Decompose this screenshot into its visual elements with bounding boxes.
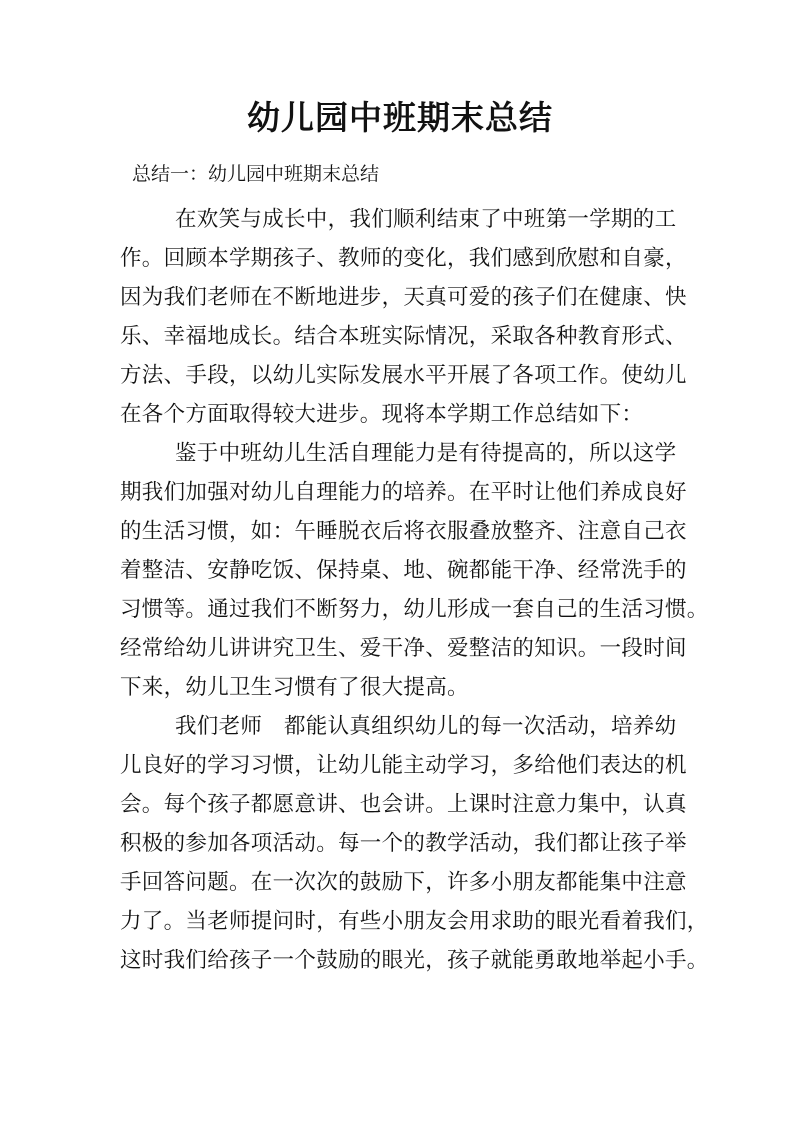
text-line: 因为我们老师在不断地进步，天真可爱的孩子们在健康、快 xyxy=(120,285,687,310)
text-line: 下来，幼儿卫生习惯有了很大提高。 xyxy=(120,675,469,700)
text-line: 手回答问题。在一次次的鼓励下，许多小朋友都能集中注意 xyxy=(120,870,687,895)
text-line: 方法、手段，以幼儿实际发展水平开展了各项工作。使幼儿 xyxy=(120,363,687,388)
paragraph-3 xyxy=(120,707,709,980)
text-line: 习惯等。通过我们不断努力，幼儿形成一套自己的生活习惯。 xyxy=(120,597,709,622)
document-body xyxy=(120,200,709,980)
document-title: 幼儿园中班期末总结 xyxy=(247,98,553,137)
text-line: 力了。当老师提问时，有些小朋友会用求助的眼光看着我们， xyxy=(120,909,709,934)
text-line: 期我们加强对幼儿自理能力的培养。在平时让他们养成良好 xyxy=(120,480,687,505)
text-line: 经常给幼儿讲讲究卫生、爱干净、爱整洁的知识。一段时间 xyxy=(120,636,687,661)
text-line: 着整洁、安静吃饭、保持桌、地、碗都能干净、经常洗手的 xyxy=(120,558,687,583)
paragraph-2 xyxy=(120,434,709,707)
text-line: 作。回顾本学期孩子、教师的变化，我们感到欣慰和自豪， xyxy=(120,246,687,271)
text-line: 鉴于中班幼儿生活自理能力是有待提高的，所以这学 xyxy=(175,441,677,466)
text-line: 我们老师 都能认真组织幼儿的每一次活动，培养幼 xyxy=(175,714,677,739)
text-line: 积极的参加各项活动。每一个的教学活动，我们都让孩子举 xyxy=(120,831,687,856)
paragraph-1 xyxy=(120,200,686,434)
text-line: 儿良好的学习习惯，让幼儿能主动学习，多给他们表达的机 xyxy=(120,753,687,778)
section-subtitle: 总结一：幼儿园中班期末总结 xyxy=(132,163,380,185)
text-line: 乐、幸福地成长。结合本班实际情况，采取各种教育形式、 xyxy=(120,324,687,349)
text-line: 的生活习惯，如：午睡脱衣后将衣服叠放整齐、注意自己衣 xyxy=(120,519,687,544)
text-line: 这时我们给孩子一个鼓励的眼光，孩子就能勇敢地举起小手。 xyxy=(120,948,709,973)
text-line: 在各个方面取得较大进步。现将本学期工作总结如下： xyxy=(120,402,644,427)
text-line: 会。每个孩子都愿意讲、也会讲。上课时注意力集中，认真 xyxy=(120,792,687,817)
text-line: 在欢笑与成长中，我们顺利结束了中班第一学期的工 xyxy=(175,207,677,232)
